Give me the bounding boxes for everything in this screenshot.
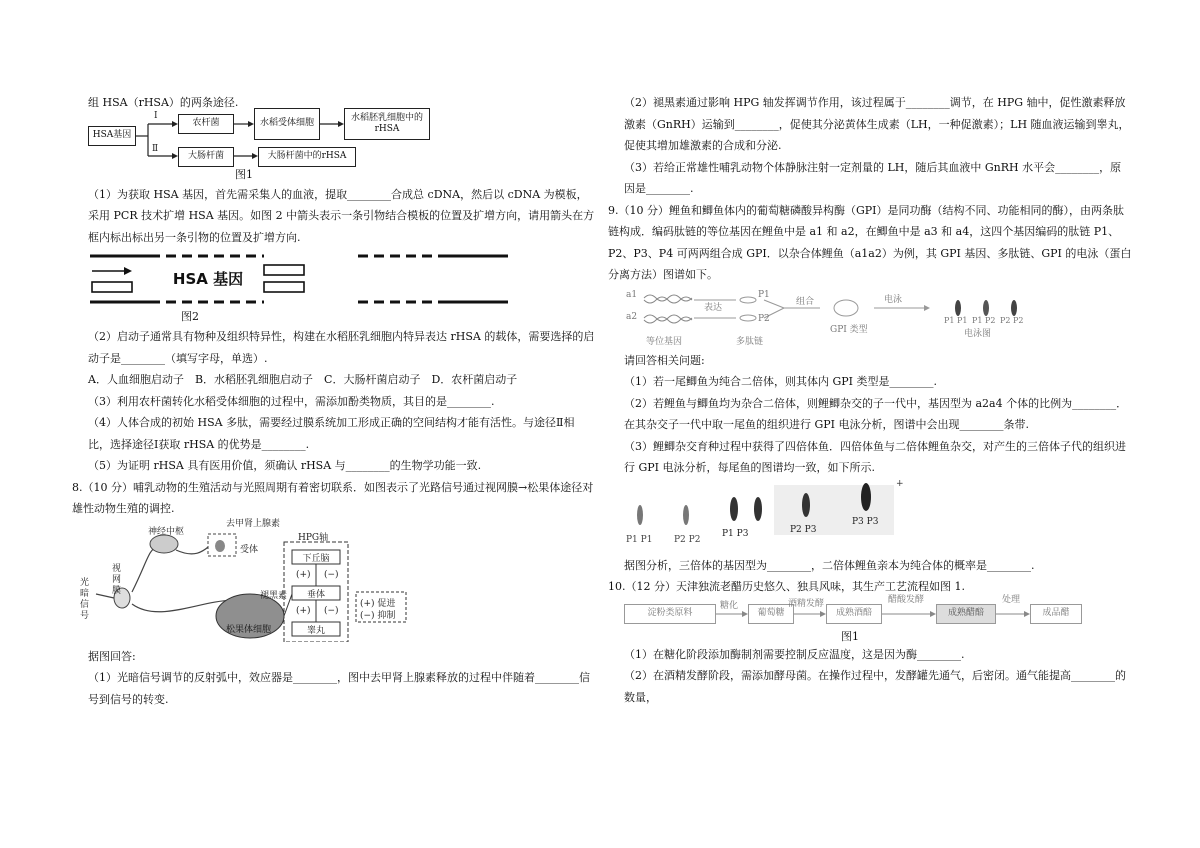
gel-band-2-label: P1 P2 bbox=[972, 315, 996, 325]
question-9-3: （3）鲤鲫杂交育种过程中获得了四倍体鱼．四倍体鱼与二倍体鲤鱼杂交，对产生的三倍体子代的组织进行 GPI 电泳分析，每尾鱼的图谱均一致，如下所示. bbox=[624, 439, 1126, 474]
inhibit-sign-1: (−) bbox=[324, 569, 339, 580]
figure-4-drawing bbox=[624, 286, 1132, 350]
hpg-axis-label: HPG轴 bbox=[298, 532, 329, 543]
question-8: 8.（10 分）哺乳动物的生殖活动与光照周期有着密切联系．如图表示了光路信号通过视网膜→松果体途径对雄性动物生殖的调控. bbox=[72, 480, 594, 515]
peptide-p1-label: P1 bbox=[758, 289, 770, 300]
band-p1p1-label: P1 P1 bbox=[626, 534, 653, 545]
intro-text: 组 HSA（rHSA）的两条途径. bbox=[88, 96, 239, 109]
band-p1p3-label: P1 P3 bbox=[722, 528, 749, 539]
question-9-2: （2）若鲤鱼与鲫鱼均为杂合二倍体，则鲤鲫杂交的子一代中，基因型为 a2a4 个体的比例为________．在其杂交子一代中取一尾鱼的组织进行 GPI 电泳分析，图谱中会出现________条带. bbox=[624, 396, 1128, 431]
gel-caption: 电泳图 bbox=[964, 328, 992, 339]
hsa-gene-box: HSA基因 bbox=[88, 126, 136, 146]
rice-endosperm-rhsa-box: 水稻胚乳细胞中的rHSA bbox=[344, 108, 430, 140]
express-label: 表达 bbox=[704, 302, 723, 313]
arrow-process: 处理 bbox=[1002, 594, 1021, 605]
combine-label: 组合 bbox=[796, 296, 815, 307]
figure-5-triploid-gel bbox=[624, 479, 1132, 555]
retina-label: 视网膜 bbox=[112, 563, 122, 596]
figure-4-gpi bbox=[624, 286, 1132, 350]
question-10: 10.（12 分）天津独流老醋历史悠久、独具风味，其生产工艺流程如图 1. bbox=[608, 580, 965, 593]
question-9-4: 据图分析，三倍体的基因型为________，二倍体鲤鱼亲本为纯合体的概率是________. bbox=[624, 558, 1035, 572]
answer-prompt: 据图回答: bbox=[88, 649, 136, 663]
ecoli-rhsa-box: 大肠杆菌中的rHSA bbox=[258, 147, 356, 167]
figure-1-caption: 图1 bbox=[235, 167, 253, 181]
peptide-caption: 多肽链 bbox=[736, 336, 764, 347]
peptide-p2-label: P2 bbox=[758, 313, 770, 324]
step-glucose: 葡萄糖 bbox=[748, 604, 794, 624]
question-8-1: （1）光暗信号调节的反射弧中，效应器是________，图中去甲肾上腺素释放的过程中伴随着________信号到信号的转变. bbox=[88, 671, 590, 706]
question-10-2: （2）在酒精发酵阶段，需添加酵母菌。在操作过程中，发酵罐先通气，后密闭。通气能提高________的数量， bbox=[624, 669, 1126, 704]
inhibit-sign-2: (−) bbox=[324, 605, 339, 616]
arrow-saccharify: 糖化 bbox=[720, 600, 739, 611]
promote-sign-2: (+) bbox=[296, 605, 311, 616]
figure-3-hpg-axis bbox=[80, 518, 596, 642]
question-5: （5）为证明 rHSA 具有医用价值，须确认 rHSA 与________的生物学功能一致. bbox=[88, 459, 482, 472]
route-1-label: Ⅰ bbox=[154, 110, 158, 121]
figure-2-hsa-gene bbox=[88, 248, 596, 326]
question-8-2: （2）褪黑素通过影响 HPG 轴发挥调节作用，该过程属于________调节，在 HPG 轴中，促性激素释放激素（GnRH）运输到________，促使其分泌黄体生成素（LH，一种促激素）；LH 随血液运输到睾丸，促使其增加雄激素的合成和分泌. bbox=[624, 96, 1130, 152]
question-3: （3）利用农杆菌转化水稻受体细胞的过程中，需添加酚类物质，其目的是________. bbox=[88, 394, 495, 408]
testis-label: 睾丸 bbox=[306, 625, 325, 636]
figure-2-caption: 图2 bbox=[181, 310, 199, 323]
gel-band-1-label: P1 P1 bbox=[944, 315, 968, 325]
question-2: （2）启动子通常具有物种及组织特异性，构建在水稻胚乳细胞内特异表达 rHSA 的载体，需要选择的启动子是________（填写字母，单选）. bbox=[88, 330, 595, 365]
legend-inhibit: (−) 抑制 bbox=[360, 610, 396, 621]
left-column bbox=[72, 92, 596, 710]
question-10-1: （1）在糖化阶段添加酶制剂需要控制反应温度，这是因为酶________. bbox=[624, 647, 965, 661]
band-p2p2-label: P2 P2 bbox=[674, 534, 701, 545]
step-starch: 淀粉类原料 bbox=[624, 604, 716, 624]
gel-band-3-label: P2 P2 bbox=[1000, 315, 1024, 325]
electrophoresis-label: 电泳 bbox=[884, 294, 903, 305]
arrow-acetic-ferment: 醋酸发酵 bbox=[888, 594, 925, 605]
band-p2p3-label: P2 P3 bbox=[790, 524, 817, 535]
promote-sign-1: (+) bbox=[296, 569, 311, 580]
route-2-label: Ⅱ bbox=[152, 143, 159, 154]
step-final-vinegar: 成品醋 bbox=[1030, 604, 1082, 624]
pineal-cell-label: 松果体细胞 bbox=[226, 624, 272, 635]
ecoli-box: 大肠杆菌 bbox=[178, 147, 234, 167]
arrow-alcohol-ferment: 酒精发酵 bbox=[788, 598, 825, 609]
figure-1-pathways bbox=[88, 110, 596, 181]
right-column bbox=[608, 92, 1132, 708]
melatonin-label: 褪黑素 bbox=[260, 590, 288, 601]
pituitary-label: 垂体 bbox=[306, 589, 325, 600]
figure-6-caption: 图1 bbox=[841, 629, 859, 643]
question-9: 9.（10 分）鲤鱼和鲫鱼体内的葡萄糖磷酸异构酶（GPI）是同功酶（结构不同、功能相同的酶），由两条肽链构成．编码肽链的等位基因在鲤鱼中是 a1 和 a2，在鲫鱼中是 a3 和 a4，这四个基因编码的肽链 P1、P2、P3、P4 可两两组合成 GPI．以杂合体鲤鱼（a1a2）为例，其 GPI 基因、多肽链、GPI 的电泳（蛋白分离方法）图谱如下。 bbox=[608, 203, 1132, 281]
hypothalamus-label: 下丘脑 bbox=[302, 553, 330, 564]
nerve-center-label: 神经中枢 bbox=[148, 526, 185, 537]
question-9-1: （1）若一尾鲫鱼为纯合二倍体，则其体内 GPI 类型是________. bbox=[624, 375, 938, 388]
figure-6-vinegar-flow bbox=[624, 594, 1132, 643]
gel-plus-sign: + bbox=[896, 478, 904, 489]
receptor-label: 受体 bbox=[240, 544, 259, 555]
question-2-options: A．人血细胞启动子 B．水稻胚乳细胞启动子 C．大肠杆菌启动子 D．农杆菌启动子 bbox=[88, 373, 518, 386]
step-mature-vinegar: 成熟醋醅 bbox=[936, 604, 996, 624]
hsa-gene-label: HSA 基因 bbox=[172, 270, 244, 288]
question-1: （1）为获取 HSA 基因，首先需采集人的血液，提取________合成总 cDNA，然后以 cDNA 为模板，采用 PCR 技术扩增 HSA 基因。如图 2 中箭头表示一条引物结合模板的位置及扩增方向，请用箭头在方框内标出标出另一条引物的位置及扩增方向. bbox=[88, 187, 595, 244]
question-9-prompt: 请回答相关问题: bbox=[624, 353, 705, 367]
rice-receptor-cell-box: 水稻受体细胞 bbox=[254, 108, 320, 140]
step-mature-wine: 成熟酒醅 bbox=[826, 604, 882, 624]
allele-a1-label: a1 bbox=[626, 289, 638, 300]
question-8-3: （3）若给正常雄性哺乳动物个体静脉注射一定剂量的 LH，随后其血液中 GnRH 水平会________，原因是________. bbox=[624, 160, 1122, 195]
figure-3-drawing bbox=[88, 520, 596, 642]
question-4: （4）人体合成的初始 HSA 多肽，需要经过膜系统加工形成正确的空间结构才能有活性。与途径Ⅱ相比，选择途径Ⅰ获取 rHSA 的优势是________. bbox=[88, 416, 575, 451]
light-signal-label: 光暗信号 bbox=[80, 577, 90, 621]
band-p3p3-label: P3 P3 bbox=[852, 516, 879, 527]
agrobacterium-box: 农杆菌 bbox=[178, 114, 234, 134]
gpi-type-caption: GPI 类型 bbox=[830, 324, 868, 335]
allele-a2-label: a2 bbox=[626, 311, 638, 322]
norepinephrine-label: 去甲肾上腺素 bbox=[226, 518, 281, 529]
allele-caption: 等位基因 bbox=[646, 336, 683, 347]
legend-promote: (+) 促进 bbox=[360, 598, 396, 609]
